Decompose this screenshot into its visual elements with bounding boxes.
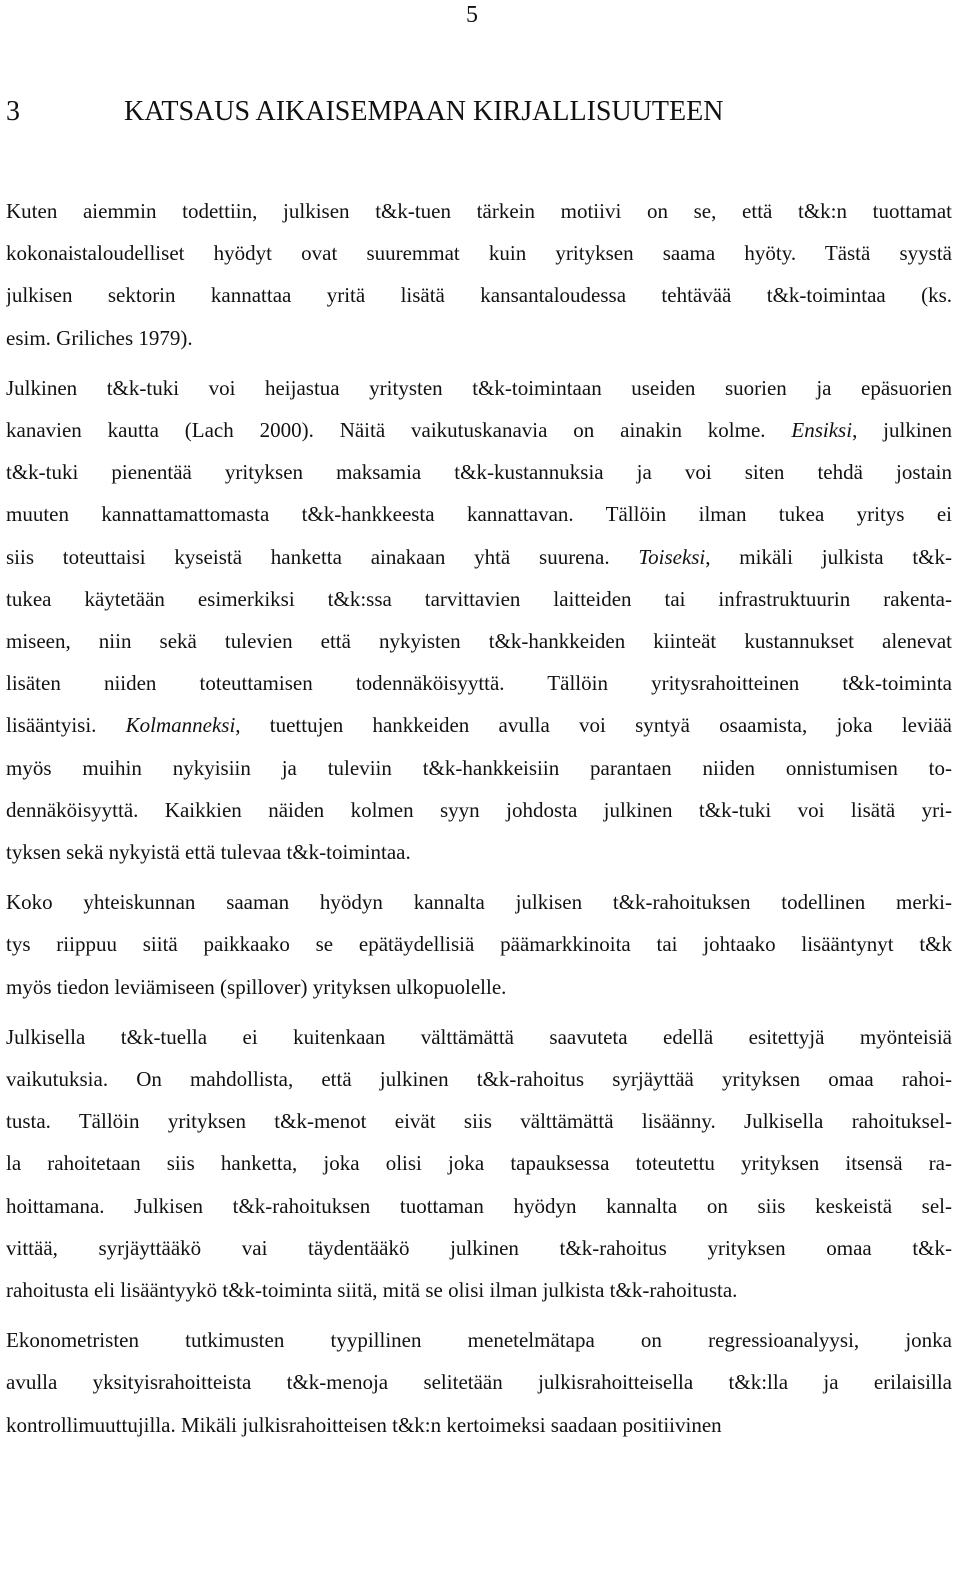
text-line <box>6 1142 952 1184</box>
text-segment: vaikutuksia. On mahdollista, että julkinen t&k-rahoitus syrjäyttää yrityksen omaa rahoi- <box>6 1067 952 1092</box>
text-segment: , julkinen <box>852 418 952 443</box>
text-segment: Julkisella t&k-tuella ei kuitenkaan välttämättä saavuteta edellä esitettyjä myönteisiä <box>6 1024 952 1049</box>
text-segment: , mikäli julkista t&k- <box>705 544 952 569</box>
text-segment: miseen, niin sekä tulevien että nykyisten t&k-hankkeiden kiinteät kustannukset alenevat <box>6 629 952 654</box>
text-line <box>6 1361 952 1403</box>
text-line <box>6 831 952 873</box>
text-segment: lisäten niiden toteuttamisen todennäköisyyttä. Tällöin yritysrahoitteinen t&k-toiminta <box>6 671 952 696</box>
text-line <box>6 367 952 409</box>
text-line <box>6 493 952 535</box>
text-segment: muuten kannattamattomasta t&k-hankkeesta kannattavan. Tällöin ilman tukea yritys ei <box>6 502 952 527</box>
text-segment: t&k-tuki pienentää yrityksen maksamia t&k-kustannuksia ja voi siten tehdä jostain <box>6 460 952 485</box>
text-segment: kokonaistaloudelliset hyödyt ovat suuremmat kuin yrityksen saama hyöty. Tästä syystä <box>6 241 952 266</box>
text-segment: rahoitusta eli lisääntyykö t&k-toiminta siitä, mitä se olisi ilman julkista t&k-rahoitusta. <box>6 1278 738 1303</box>
text-line <box>6 190 952 232</box>
text-segment: dennäköisyyttä. Kaikkien näiden kolmen syyn johdosta julkinen t&k-tuki voi lisätä yri- <box>6 797 952 822</box>
text-line <box>6 536 952 578</box>
text-line <box>6 232 952 274</box>
text-segment: tukea käytetään esimerkiksi t&k:ssa tarvittavien laitteiden tai infrastruktuurin rakenta- <box>6 586 952 611</box>
text-segment: kontrollimuuttujilla. Mikäli julkisrahoitteisen t&k:n kertoimeksi saadaan positiivinen <box>6 1412 722 1437</box>
text-line <box>6 881 952 923</box>
text-segment: tusta. Tällöin yrityksen t&k-menot eivät siis välttämättä lisäänny. Julkisella rahoituksel- <box>6 1109 952 1134</box>
text-segment: Julkinen t&k-tuki voi heijastua yritysten t&k-toimintaan useiden suorien ja epäsuorien <box>6 375 952 400</box>
text-line <box>6 1404 952 1446</box>
text-line <box>6 409 952 451</box>
text-line <box>6 966 952 1008</box>
emphasis-text: Kolmanneksi <box>125 713 236 738</box>
chapter-heading <box>6 95 723 129</box>
text-line <box>6 923 952 965</box>
text-line <box>6 747 952 789</box>
text-segment: avulla yksityisrahoitteista t&k-menoja selitetään julkisrahoitteisella t&k:lla ja erilaisilla <box>6 1370 952 1395</box>
text-segment: , tuettujen hankkeiden avulla voi syntyä osaamista, joka leviää <box>235 713 952 738</box>
text-segment: myös tiedon leviämiseen (spillover) yrityksen ulkopuolelle. <box>6 974 507 999</box>
text-segment: Koko yhteiskunnan saaman hyödyn kannalta julkisen t&k-rahoituksen todellinen merki- <box>6 890 952 915</box>
page-number: 5 <box>466 2 478 28</box>
text-segment: Ekonometristen tutkimusten tyypillinen menetelmätapa on regressioanalyysi, jonka <box>6 1328 952 1353</box>
text-line <box>6 1016 952 1058</box>
text-line <box>6 1319 952 1361</box>
text-segment: vittää, syrjäyttääkö vai täydentääkö julkinen t&k-rahoitus yrityksen omaa t&k- <box>6 1235 952 1260</box>
text-segment: la rahoitetaan siis hanketta, joka olisi joka tapauksessa toteutettu yrityksen itsensä ra- <box>6 1151 952 1176</box>
text-line <box>6 451 952 493</box>
text-line <box>6 317 952 359</box>
text-segment: myös muihin nykyisiin ja tuleviin t&k-hankkeisiin parantaen niiden onnistumisen to- <box>6 755 952 780</box>
paragraph <box>6 190 952 359</box>
text-segment: siis toteuttaisi kyseistä hanketta ainakaan yhtä suurena. <box>6 544 639 569</box>
paragraph <box>6 1016 952 1311</box>
text-segment: tys riippuu siitä paikkaako se epätäydellisiä päämarkkinoita tai johtaako lisääntynyt t&k <box>6 932 952 957</box>
text-line <box>6 1100 952 1142</box>
text-line <box>6 274 952 316</box>
text-line <box>6 620 952 662</box>
emphasis-text: Toiseksi <box>638 544 706 569</box>
text-segment: kanavien kautta (Lach 2000). Näitä vaikutuskanavia on ainakin kolme. <box>6 418 792 443</box>
text-segment: julkisen sektorin kannattaa yritä lisätä kansantaloudessa tehtävää t&k-toimintaa (ks. <box>6 283 952 308</box>
text-segment: lisääntyisi. <box>6 713 126 738</box>
text-line <box>6 662 952 704</box>
paragraph <box>6 1319 952 1446</box>
text-segment: Kuten aiemmin todettiin, julkisen t&k-tuen tärkein motiivi on se, että t&k:n tuottamat <box>6 199 952 223</box>
body-text <box>6 190 952 1446</box>
text-segment: tyksen sekä nykyistä että tulevaa t&k-toimintaa. <box>6 840 411 865</box>
paragraph <box>6 367 952 873</box>
text-line <box>6 578 952 620</box>
paragraph <box>6 881 952 1008</box>
text-segment: hoittamana. Julkisen t&k-rahoituksen tuottaman hyödyn kannalta on siis keskeistä sel- <box>6 1193 952 1218</box>
text-line <box>6 1227 952 1269</box>
chapter-title: KATSAUS AIKAISEMPAAN KIRJALLISUUTEEN <box>124 96 724 127</box>
chapter-number: 3 <box>6 96 20 127</box>
text-segment: esim. Griliches 1979). <box>6 325 193 350</box>
text-line <box>6 789 952 831</box>
text-line <box>6 704 952 746</box>
emphasis-text: Ensiksi <box>791 418 853 443</box>
text-line <box>6 1058 952 1100</box>
text-line <box>6 1185 952 1227</box>
text-line <box>6 1269 952 1311</box>
